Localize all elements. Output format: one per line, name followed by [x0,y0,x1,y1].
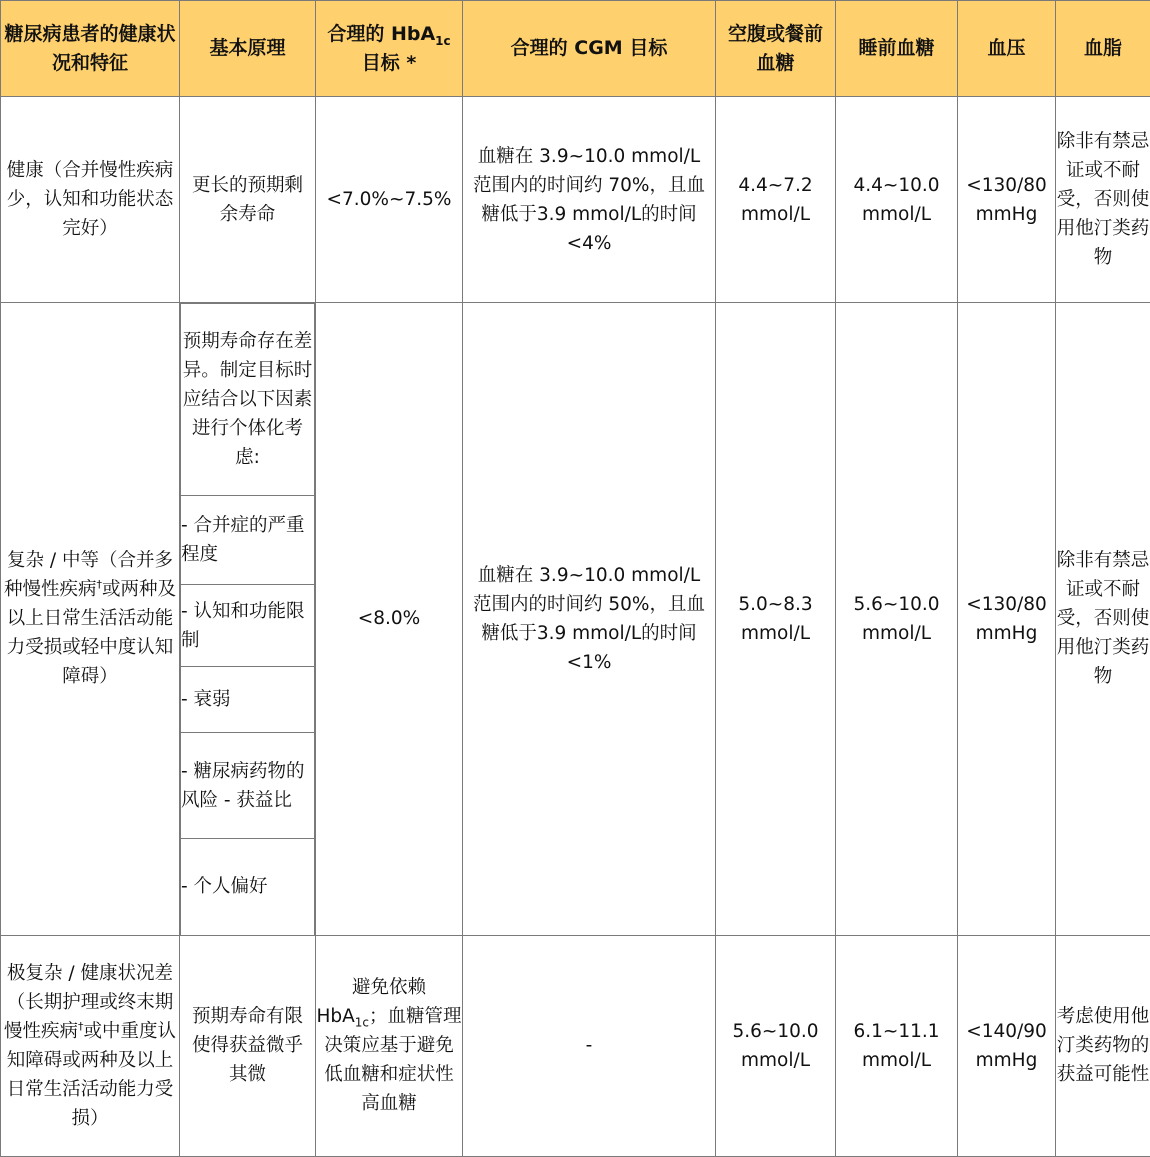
lipids-cell: 考虑使用他汀类药物的获益可能性 [1056,935,1150,1156]
dagger-mark: † [78,1019,84,1033]
table-row [1,935,1150,1156]
cgm-target-cell: 血糖在 3.9~10.0 mmol/L 范围内的时间约 70%，且血糖低于3.9 mmol/L的时间<4% [463,97,716,303]
lipids-cell: 除非有禁忌证或不耐受，否则使用他汀类药物 [1056,97,1150,303]
fasting-glucose-cell: 5.6~10.0 mmol/L [716,935,836,1156]
health-status-cell [1,935,180,1156]
health-status-text-cont: 或中重度认知障碍或两种及以上日常生活活动能力受损） [6,1020,177,1129]
fasting-glucose-cell: 5.0~8.3 mmol/L [716,303,836,936]
hba1c-target-cell: <8.0% [316,303,463,936]
hba1c-text-cont: ；血糖管理决策应基于避免低血糖和症状性高血糖 [324,1006,462,1114]
header-hba1c-suffix: 目标 * [361,51,417,74]
rationale-factor-list [180,303,315,935]
health-status-text-cont: 或两种及以上日常生活活动能力受损或轻中度认知障碍） [6,579,177,688]
dagger-mark: † [96,578,102,592]
cgm-target-cell: 血糖在 3.9~10.0 mmol/L 范围内的时间约 50%，且血糖低于3.9 mmol/L的时间<1% [463,303,716,936]
rationale-cell [180,303,316,936]
header-bedtime-glucose: 睡前血糖 [836,1,958,97]
health-status-cell [1,303,180,936]
hba1c-text: 避免依赖 HbA [316,977,426,1027]
bedtime-glucose-cell: 5.6~10.0 mmol/L [836,303,958,936]
list-item: - 合并症的严重程度 [181,496,315,585]
hba1c-target-cell [316,935,463,1156]
header-rationale: 基本原理 [180,1,316,97]
hba1c-subscript: 1c [354,1015,370,1030]
header-cgm-target: 合理的 CGM 目标 [463,1,716,97]
hba1c-target-cell: <7.0%~7.5% [316,97,463,303]
health-status-cell: 健康（合并慢性疾病少，认知和功能状态完好） [1,97,180,303]
header-lipids: 血脂 [1056,1,1150,97]
bedtime-glucose-cell: 6.1~11.1 mmol/L [836,935,958,1156]
list-item: - 个人偏好 [181,839,315,935]
rationale-cell: 更长的预期剩余寿命 [180,97,316,303]
header-hba1c-subscript: 1c [435,33,451,48]
table-row [1,97,1150,303]
list-item: - 衰弱 [181,667,315,733]
bedtime-glucose-cell: 4.4~10.0 mmol/L [836,97,958,303]
rationale-intro: 预期寿命存在差异。制定目标时应结合以下因素进行个体化考虑: [181,304,315,496]
header-fasting-glucose: 空腹或餐前血糖 [716,1,836,97]
blood-pressure-cell: <130/80 mmHg [958,97,1056,303]
list-item: - 认知和功能限制 [181,585,315,667]
blood-pressure-cell: <140/90 mmHg [958,935,1056,1156]
header-blood-pressure: 血压 [958,1,1056,97]
health-status-text: 极复杂 / 健康状况差（长期护理或终末期慢性疾病 [3,962,174,1042]
header-hba1c-label: 合理的 HbA [327,22,436,45]
fasting-glucose-cell: 4.4~7.2 mmol/L [716,97,836,303]
list-item: - 糖尿病药物的风险 - 获益比 [181,733,315,839]
rationale-cell: 预期寿命有限使得获益微乎其微 [180,935,316,1156]
header-health-status: 糖尿病患者的健康状况和特征 [1,1,180,97]
health-status-text: 复杂 / 中等（合并多种慢性疾病 [3,550,173,601]
header-row [1,1,1150,97]
header-hba1c-target [316,1,463,97]
blood-pressure-cell: <130/80 mmHg [958,303,1056,936]
lipids-cell: 除非有禁忌证或不耐受，否则使用他汀类药物 [1056,303,1150,936]
table-row [1,303,1150,936]
cgm-target-cell: - [463,935,716,1156]
